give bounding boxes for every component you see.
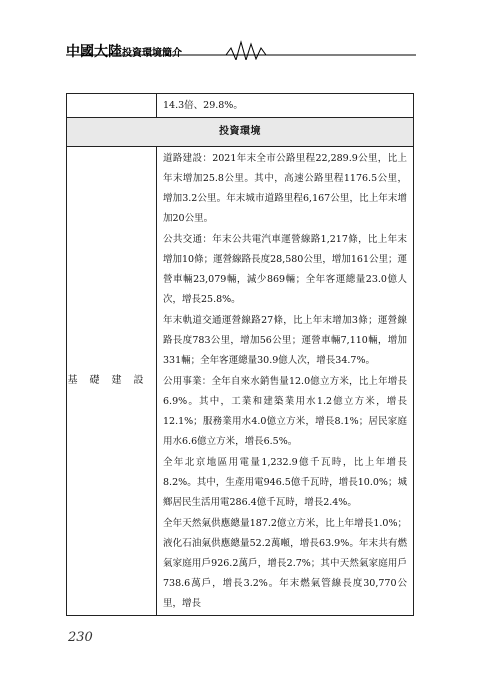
continued-text-cell — [157, 94, 414, 118]
page-number: 230 — [68, 630, 93, 645]
info-table — [66, 93, 414, 616]
infrastructure-row — [67, 147, 414, 616]
running-header — [66, 38, 416, 60]
content-cell — [157, 147, 414, 616]
continued-label-cell — [67, 94, 157, 118]
continued-row — [67, 94, 414, 118]
section-row — [67, 118, 414, 147]
heartbeat-line-icon — [66, 38, 416, 60]
row-label: 基礎建設 — [67, 147, 157, 616]
paragraph-rail-transit: 年末軌道交通運營線路27條，比上年末增加3條；運營線路長度783公里，增加56公里；運營車輛7,110輛，增加331輛；全年客運總量30.9億人次，增長34.7%。 — [163, 315, 407, 366]
paragraph-gas: 全年天然氣供應總量187.2億立方米，比上年增長1.0%；液化石油氣供應總量52.2萬噸，增長63.9%。年末共有燃氣家庭用戶926.2萬戶，增長2.7%；其中天然氣家庭用戶738.6萬戶，增長3.2%。年末燃氣管線長度30,770公里，增長 — [163, 518, 407, 609]
paragraph-electricity: 全年北京地區用電量1,232.9億千瓦時，比上年增長8.2%。其中，生產用電946.5億千瓦時，增長10.0%；城鄉居民生活用電286.4億千瓦時，增長2.4%。 — [163, 457, 407, 508]
paragraph-water: 公用事業：全年自來水銷售量12.0億立方米，比上年增長6.9%。其中，工業和建築業用水1.2億立方米，增長12.1%；服務業用水4.0億立方米，增長8.1%；居民家庭用水6.6億立方米，增長6.5%。 — [163, 376, 407, 447]
paragraph-public-transport: 公共交通：年末公共電汽車運營線路1,217條，比上年末增加10條；運營線路長度28,580公里，增加161公里；運營車輛23,079輛，減少869輛；全年客運總量23.0億人次，增長25.8%。 — [163, 234, 407, 305]
section-title: 投資環境 — [67, 118, 414, 147]
header-title-main: 中國大陸 — [66, 44, 122, 60]
continued-text: 14.3倍、29.8%。 — [163, 100, 243, 111]
paragraph-roads: 道路建設：2021年末全市公路里程22,289.9公里，比上年末增加25.8公里。其中，高速公路里程1176.5公里，增加3.2公里。年末城市道路里程6,167公里，比上年末增加20公里。 — [163, 153, 407, 224]
header-title-sub: 投資環境簡介 — [122, 48, 182, 59]
